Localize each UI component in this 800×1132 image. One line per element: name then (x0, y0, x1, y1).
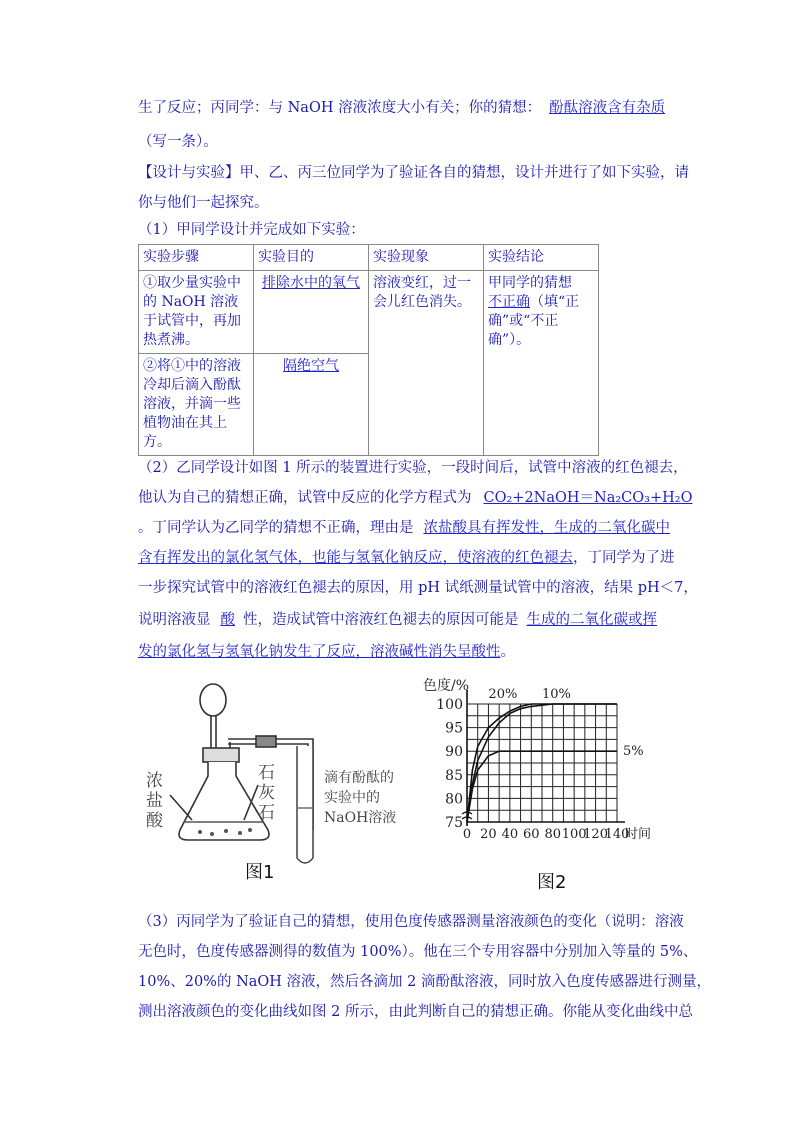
answer-reason-2: 含有挥发出的氯化氢气体，也能与氢氧化钠反应，使溶液的红色褪去 (138, 550, 573, 566)
label-stone-3: 石 (258, 803, 275, 823)
figure-1-apparatus (140, 680, 420, 880)
paragraph-line: 生了反应；丙同学：与 NaOH 溶液浓度大小有关；你的猜想： 酚酞溶液含有杂质 (138, 100, 666, 116)
purpose-2: 隔绝空气 (254, 354, 369, 456)
paragraph-line: 含有挥发出的氯化氢气体，也能与氢氧化钠反应，使溶液的红色褪去，丁同学为了进 (138, 550, 675, 566)
label-stone-2: 灰 (258, 783, 275, 803)
label-tube-3: NaOH溶液 (324, 810, 397, 826)
y-tick-label: 100 (436, 697, 463, 713)
label-stone-1: 石 (258, 763, 275, 783)
question-2: （2）乙同学设计如图 1 所示的装置进行实验，一段时间后，试管中溶液的红色褪去， (138, 460, 688, 476)
header-conclusion: 实验结论 (484, 245, 599, 271)
x-tick-label: 80 (544, 827, 561, 842)
header-purpose: 实验目的 (254, 245, 369, 271)
answer-reason-1: 浓盐酸具有挥发性，生成的二氧化碳中 (423, 520, 670, 536)
x-tick-label: 120 (583, 827, 608, 842)
series-label: 5% (623, 744, 644, 760)
answer-conclusion: 不正确 (488, 294, 530, 310)
phenomenon-cell: 溶液变红，过一会儿红色消失。 (369, 271, 484, 456)
question-3: （3）丙同学为了验证自己的猜想，使用色度传感器测量溶液颜色的变化（说明：溶液 (138, 914, 684, 930)
y-tick-label: 90 (445, 744, 463, 761)
x-tick-label: 40 (501, 827, 519, 842)
label-acid-3: 酸 (146, 811, 163, 831)
paragraph-line: 发的氯化氢与氢氧化钠发生了反应，溶液碱性消失呈酸性。 (138, 644, 515, 660)
test-tube (297, 746, 313, 863)
paragraph-line: 一步探究试管中的溶液红色褪去的原因，用 pH 试纸测量试管中的溶液，结果 pH＜7， (138, 580, 698, 596)
header-phenomenon: 实验现象 (369, 245, 484, 271)
conical-flask (179, 762, 269, 840)
paragraph-line: 他认为自己的猜想正确，试管中反应的化学方程式为 CO₂+2NaOH＝Na₂CO₃+H₂O (138, 490, 693, 506)
table-row (139, 271, 599, 354)
label-acid-2: 盐 (146, 791, 163, 811)
answer-cause-1: 生成的二氧化碳或挥 (526, 612, 657, 628)
answer-guess: 酚酞溶液含有杂质 (549, 100, 666, 116)
header-step: 实验步骤 (139, 245, 254, 271)
answer-acid: 酸 (220, 612, 235, 628)
y-tick-label: 95 (445, 720, 463, 737)
label-tube-1: 滴有酚酞的 (324, 770, 394, 786)
x-tick-label: 100 (561, 827, 587, 842)
paragraph-line: 10%、20%的 NaOH 溶液，然后各滴加 2 滴酚酞溶液，同时放入色度传感器进行测量， (138, 974, 711, 990)
funnel-bulb (200, 684, 226, 716)
step-2: ②将①中的溶液冷却后滴入酚酞溶液，并滴一些植物油在其上方。 (139, 354, 254, 456)
series-label: 10% (542, 687, 571, 702)
label-acid-1: 浓 (146, 771, 163, 791)
y-tick-label: 85 (445, 767, 463, 784)
x-axis-label: 时间 (625, 827, 652, 842)
label-tube-2: 实验中的 (324, 790, 380, 806)
paragraph-line: 。丁同学认为乙同学的猜想不正确，理由是 浓盐酸具有挥发性，生成的二氧化碳中 (138, 520, 670, 536)
x-tick-label: 0 (462, 827, 472, 842)
paragraph-line: （写一条）。 (138, 134, 218, 150)
x-tick-label: 20 (480, 827, 497, 842)
question-1: （1）甲同学设计并完成如下实验： (138, 222, 365, 238)
conclusion-cell: 甲同学的猜想 不正确（填“正确”或“不正确”）。 (484, 271, 599, 456)
stopper (203, 748, 239, 762)
step-1: ①取少量实验中的 NaOH 溶液于试管中，再加热煮沸。 (139, 271, 254, 354)
y-tick-label: 75 (445, 815, 463, 831)
figure-2-caption: 图2 (537, 872, 567, 893)
purpose-1: 排除水中的氧气 (254, 271, 369, 354)
experiment-table (138, 244, 599, 456)
paragraph-line: 你与他们一起探究。 (138, 195, 269, 211)
series-label: 20% (488, 687, 518, 702)
y-tick-label: 80 (445, 791, 463, 808)
answer-equation: CO₂+2NaOH＝Na₂CO₃+H₂O (483, 490, 693, 506)
x-tick-label: 60 (523, 827, 540, 842)
paragraph-line: 测出溶液颜色的变化曲线如图 2 所示，由此判断自己的猜想正确。你能从变化曲线中总 (138, 1004, 693, 1020)
x-tick-label: 140 (604, 827, 630, 842)
y-axis-label: 色度/% (423, 678, 470, 694)
table-header-row (139, 245, 599, 271)
paragraph-line: 无色时，色度传感器测得的数值为 100%）。他在三个专用容器中分别加入等量的 5%、 (138, 944, 698, 960)
figure-1-caption: 图1 (245, 862, 275, 883)
paragraph-line: 说明溶液显 酸 性，造成试管中溶液红色褪去的原因可能是 生成的二氧化碳或挥 (138, 612, 657, 628)
section-heading: 【设计与实验】甲、乙、丙三位同学为了验证各自的猜想，设计并进行了如下实验，请 (138, 165, 689, 181)
answer-cause-2: 发的氯化氢与氢氧化钠发生了反应，溶液碱性消失呈酸性 (138, 644, 501, 660)
figure-2-chart (405, 672, 655, 868)
